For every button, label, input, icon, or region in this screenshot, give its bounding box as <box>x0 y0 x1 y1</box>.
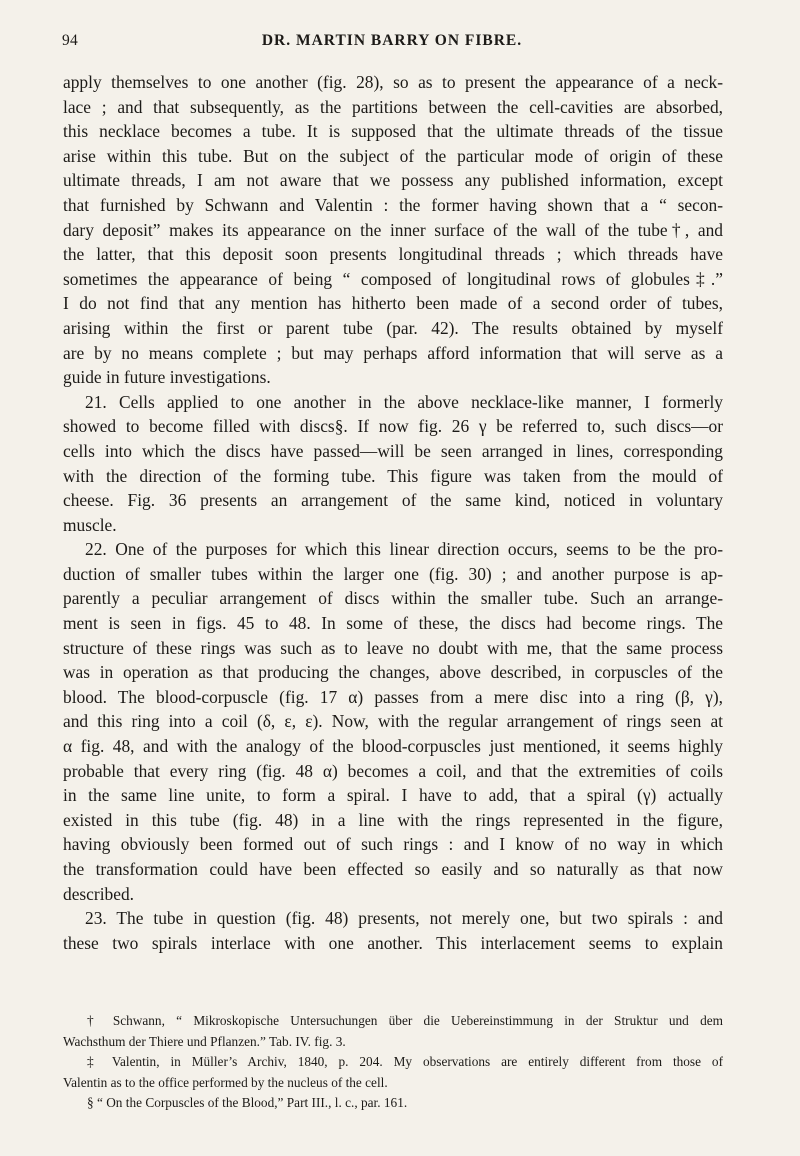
text-line: I do not find that any mention has hitherto been made of a second order of tubes, <box>63 293 723 314</box>
footnotes <box>63 1011 723 1114</box>
text-line: structure of these rings was such as to leave no doubt with me, that the same process <box>63 637 723 658</box>
text-line: dary deposit” makes its appearance on the inner surface of the wall of the tube†, and <box>63 219 723 240</box>
text-line: cheese. Fig. 36 presents an arrangement of the same kind, noticed in voluntary <box>63 490 723 511</box>
text-line: that furnished by Schwann and Valentin : the former having shown that a “ secon- <box>63 194 723 215</box>
text-line: parently a peculiar arrangement of discs within the smaller tube. Such an arrange- <box>63 588 723 609</box>
text-line: ment is seen in figs. 45 to 48. In some of these, the discs had become rings. The <box>63 613 723 634</box>
page-header <box>62 32 722 54</box>
text-line: ultimate threads, I am not aware that we possess any published information, except <box>63 170 723 191</box>
page-number: 94 <box>62 32 79 49</box>
running-head: DR. MARTIN BARRY ON FIBRE. <box>261 32 523 49</box>
text-line: guide in future investigations. <box>63 367 271 388</box>
paragraph-start-line: 22. One of the purposes for which this linear direction occurs, seems to be the pro- <box>85 539 723 560</box>
text-line: cells into which the discs have passed—will be seen arranged in lines, corresponding <box>63 440 723 461</box>
paragraph-start-line: 21. Cells applied to one another in the above necklace-like manner, I formerly <box>85 391 723 412</box>
text-line: α fig. 48, and with the analogy of the blood-corpuscles just mentioned, it seems highly <box>63 736 723 757</box>
text-line: showed to become filled with discs§. If now fig. 26 γ be referred to, such discs—or <box>63 416 723 437</box>
text-line: this necklace becomes a tube. It is supposed that the ultimate threads of the tissue <box>63 121 723 142</box>
text-line: blood. The blood-corpuscle (fig. 17 α) passes from a mere disc into a ring (β, γ), <box>63 686 723 707</box>
footnote-line: § “ On the Corpuscles of the Blood,” Part III., l. c., par. 161. <box>87 1095 408 1110</box>
text-line: sometimes the appearance of being “ composed of longitudinal rows of globules‡.” <box>63 268 723 289</box>
text-line: the transformation could have been effected so easily and so naturally as that now <box>63 859 723 879</box>
footnote-line: ‡ Valentin, in Müller’s Archiv, 1840, p. 204. My observations are entirely different from those of <box>87 1054 723 1069</box>
text-line: and this ring into a coil (δ, ε, ε). Now, with the regular arrangement of rings seen at <box>63 711 723 732</box>
paragraph-start-line: 23. The tube in question (fig. 48) presents, not merely one, but two spirals : and <box>85 908 723 929</box>
footnote-line: Wachsthum der Thiere und Pflanzen.” Tab. IV. fig. 3. <box>63 1033 346 1049</box>
text-line: apply themselves to one another (fig. 28), so as to present the appearance of a neck- <box>63 72 723 92</box>
text-line: muscle. <box>63 514 117 535</box>
text-line: probable that every ring (fig. 48 α) becomes a coil, and that the extremities of coils <box>63 760 723 781</box>
text-line: having obviously been formed out of such rings : and I know of no way in which <box>63 834 723 855</box>
text-line: was in operation as that producing the changes, above described, in corpuscles of the <box>63 662 723 683</box>
text-line: duction of smaller tubes within the larger one (fig. 30) ; and another purpose is ap- <box>63 563 723 584</box>
text-line: with the direction of the forming tube. This figure was taken from the mould of <box>63 465 723 486</box>
body-text <box>63 70 723 955</box>
text-line: the latter, that this deposit soon presents longitudinal threads ; which threads have <box>63 244 723 265</box>
text-line: these two spirals interlace with one another. This interlacement seems to explain <box>63 932 723 953</box>
text-line: in the same line unite, to form a spiral. I have to add, that a spiral (γ) actually <box>63 785 723 806</box>
footnote-line: † Schwann, “ Mikroskopische Untersuchungen über die Uebereinstimmung in der Struktur und dem <box>87 1013 723 1028</box>
text-line: are by no means complete ; but may perhaps afford information that will serve as a <box>63 342 723 363</box>
footnote-line: Valentin as to the office performed by the nucleus of the cell. <box>63 1074 388 1090</box>
text-line: described. <box>63 883 134 904</box>
text-line: arising within the first or parent tube (par. 42). The results obtained by myself <box>63 317 723 338</box>
text-line: existed in this tube (fig. 48) in a line with the rings represented in the figure, <box>63 809 723 830</box>
text-line: lace ; and that subsequently, as the partitions between the cell-cavities are absorbed, <box>63 96 723 117</box>
text-line: arise within this tube. But on the subject of the particular mode of origin of these <box>63 145 723 166</box>
